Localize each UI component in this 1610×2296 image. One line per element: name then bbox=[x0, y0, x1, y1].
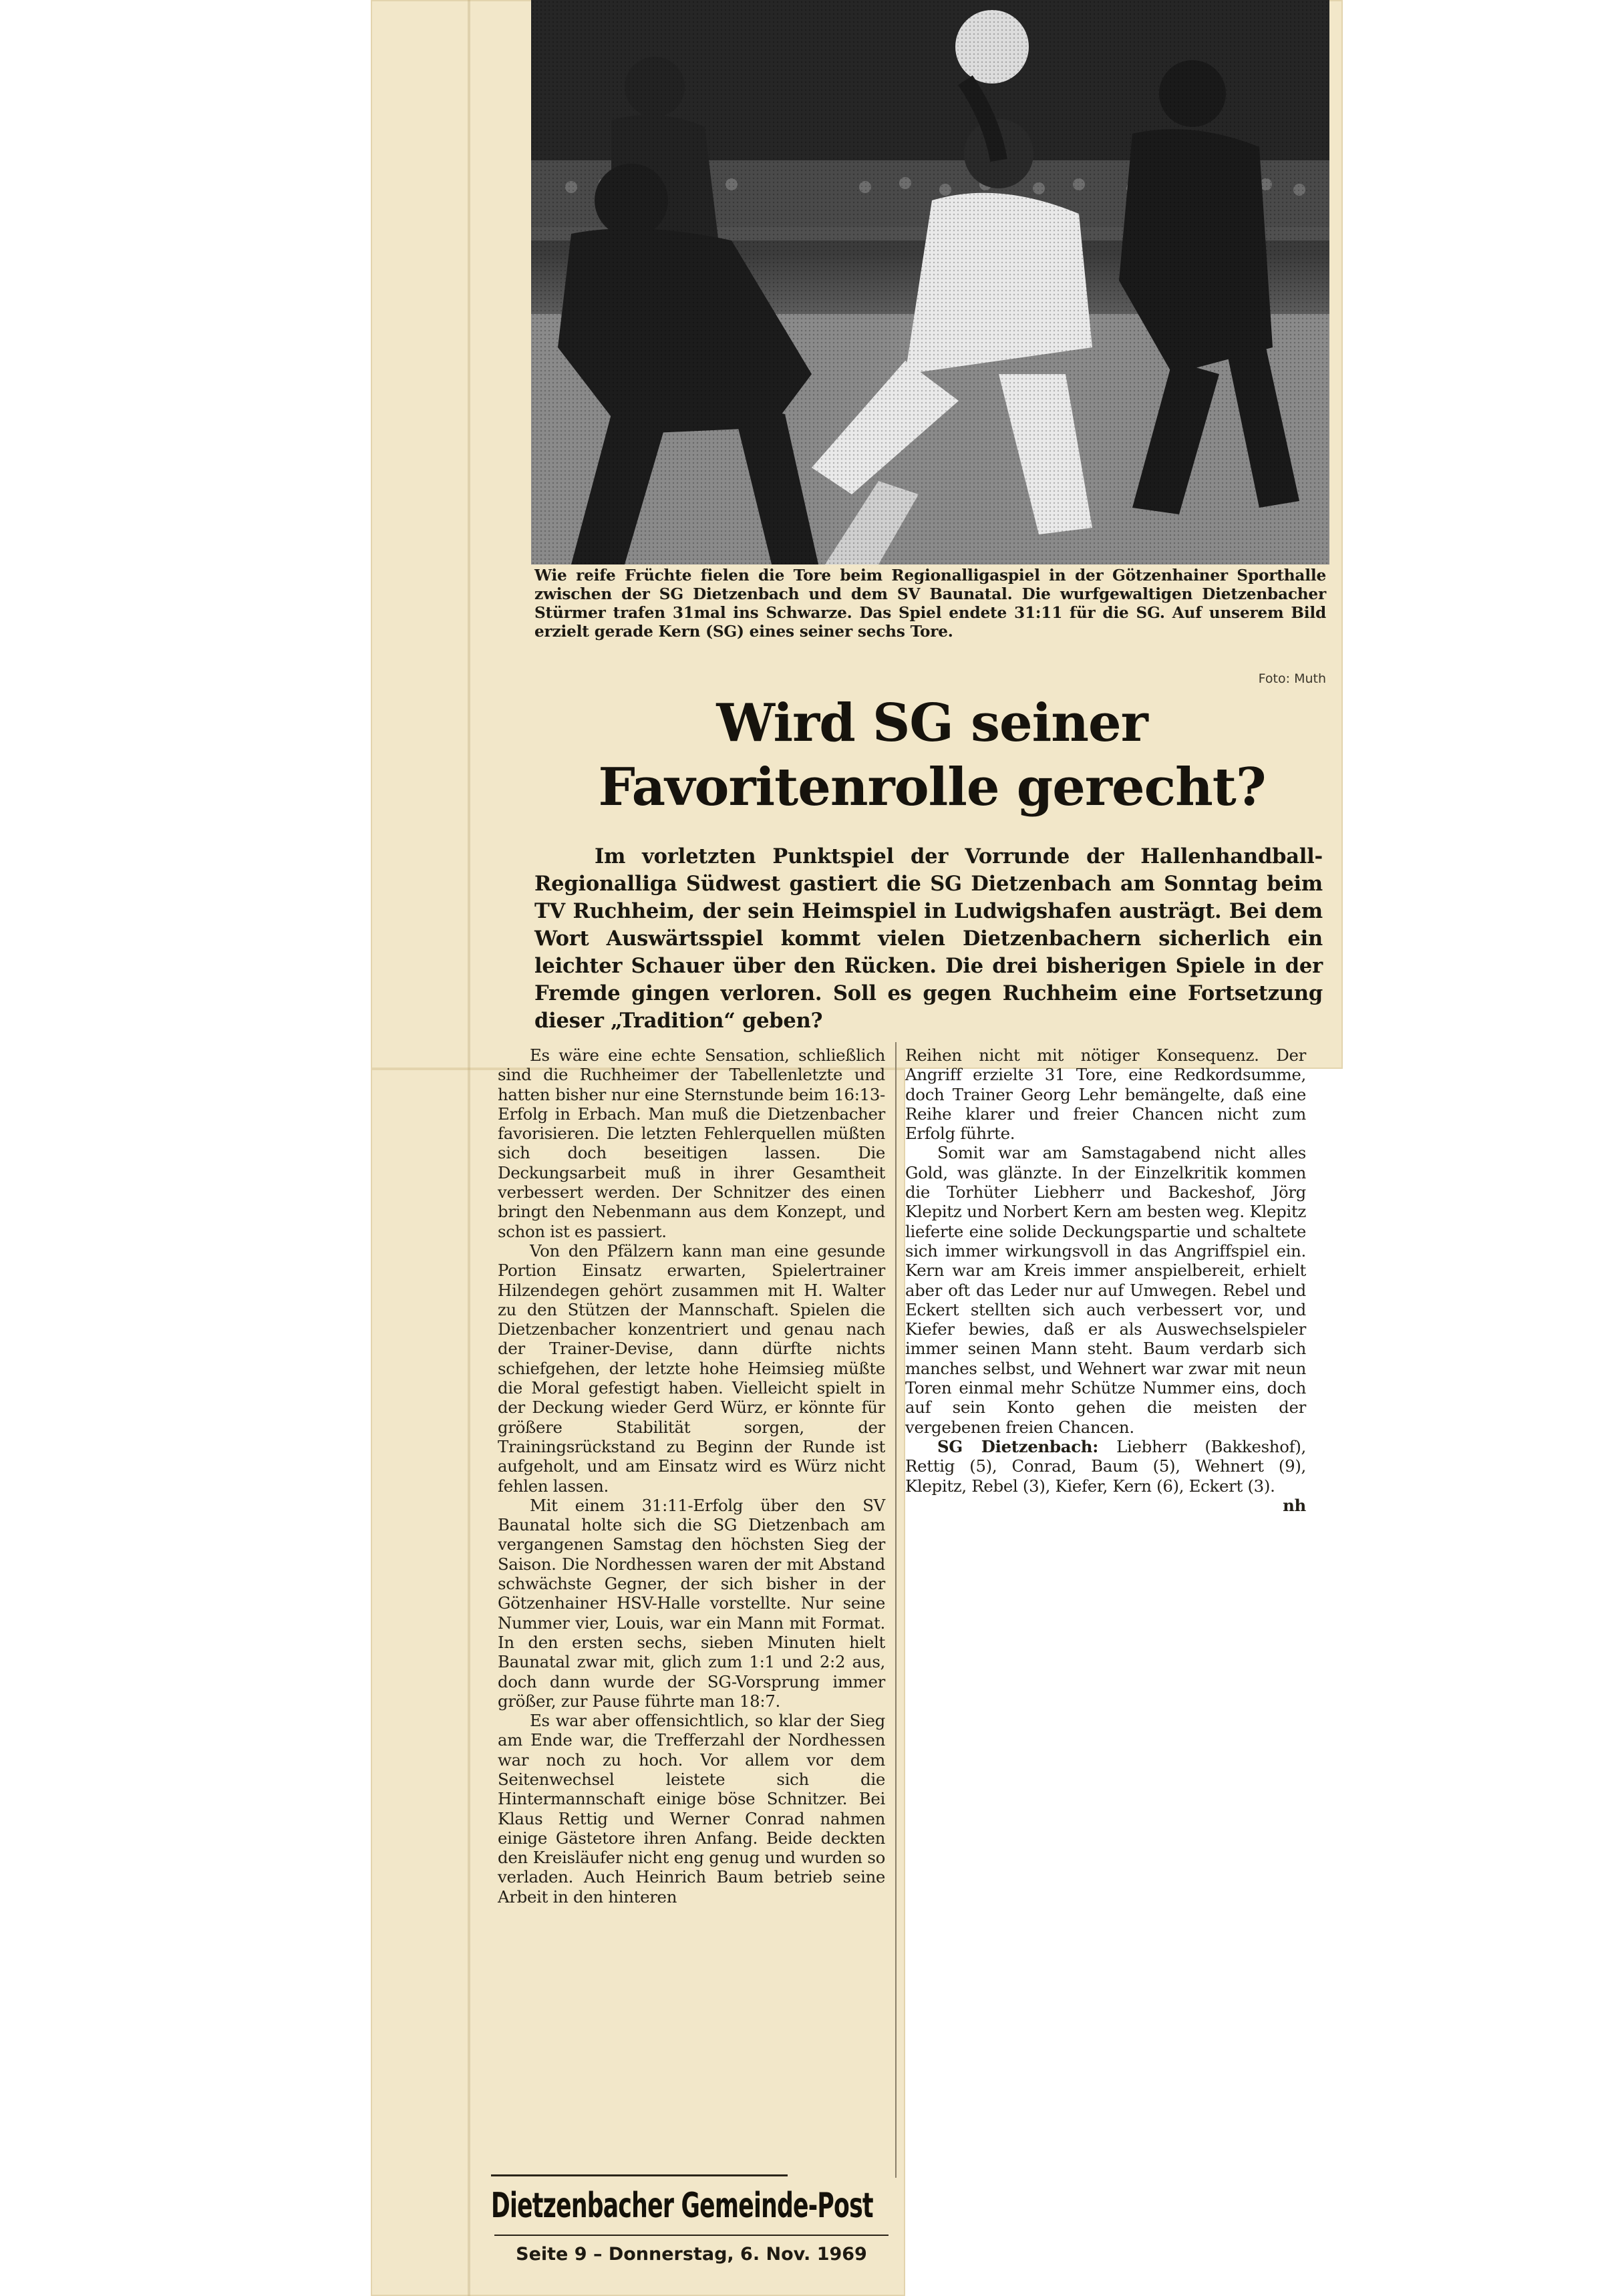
paragraph: Es wäre eine echte Sensation, schließlich sind die Ruchheimer der Tabellenletzte und hatten bisher nur eine Sternstunde beim 16:13-Erfolg in Erbach. Man muß die Dietzenbacher favorisieren. Die letzten Fehlerquellen müßten sich doch beseitigen lassen. Die Deckungsarbeit muß in ihrer Gesamtheit verbessert werden. Der Schnitzer des einen bringt den Nebenmann aus dem Konzept, und schon ist es passiert. bbox=[498, 1045, 885, 1241]
lineup-label: SG Dietzenbach: bbox=[937, 1436, 1098, 1456]
lineup-text: Liebherr (Bakkeshof), Rettig (5), Conrad, Baum (5), Wehnert (9), Klepitz, Rebel (3), Kiefer, Kern (6), Eckert (3). bbox=[905, 1436, 1306, 1496]
photo-credit: Foto: Muth bbox=[1258, 671, 1326, 686]
paper-fold-line bbox=[468, 0, 470, 2296]
headline-line-2: Favoritenrolle gerecht? bbox=[598, 757, 1266, 818]
team-lineup bbox=[905, 1436, 1306, 1515]
article-lead: Im vorletzten Punktspiel der Vorrunde der Hallenhandball-Regionalliga Südwest gastiert die SG Dietzenbach am Sonntag beim TV Ruchheim, der sein Heimspiel in Ludwigshafen austrägt. Bei dem Wort Auswärtsspiel kommt vielen Dietzenbachern sicherlich ein leichter Schauer über den Rücken. Die drei bisherigen Spiele in der Fremde gingen verloren. Soll es gegen Ruchheim eine Fortsetzung dieser „Tradition“ geben? bbox=[534, 844, 1323, 1033]
author-signature: nh bbox=[1283, 1495, 1306, 1515]
match-photo bbox=[531, 0, 1329, 564]
article-headline bbox=[541, 691, 1323, 820]
handball-match-photo-icon bbox=[531, 0, 1329, 564]
paragraph: Somit war am Samstagabend nicht alles Gold, was glänzte. In der Einzelkritik kommen die Torhüter Liebherr und Backeshof, Jörg Klepitz und Norbert Kern am besten weg. Klepitz lieferte eine solide Deckungspartie und schaltete sich immer wirkungsvoll in das Angriffspiel ein. Kern war am Kreis immer anspielbereit, erhielt aber oft das Leder nur auf Umwegen. Rebel und Eckert stellten sich auch verbessert vor, und Kiefer bewies, daß er als Auswechselspieler immer seinen Mann steht. Baum verdarb sich manches selbst, und Wehnert war zwar mit neun Toren einmal mehr Schütze Nummer eins, doch auf sein Konto gehen die meisten der vergebenen freien Chancen. bbox=[905, 1143, 1306, 1437]
photo-caption: Wie reife Früchte fielen die Tore beim Regionalligaspiel in der Götzenhainer Sporthalle zwischen der SG Dietzenbach und dem SV Baunatal. Die wurfgewaltigen Dietzenbacher Stürmer trafen 31mal ins Schwarze. Das Spiel endete 31:11 für die SG. Auf unserem Bild erzielt gerade Kern (SG) eines seiner sechs Tore. bbox=[534, 566, 1326, 641]
paragraph: Es war aber offensichtlich, so klar der Sieg am Ende war, die Trefferzahl der Nordhessen war noch zu hoch. Vor allem vor dem Seitenwechsel leistete sich die Hintermannschaft einige böse Schnitzer. Bei Klaus Rettig und Werner Conrad nahmen einige Gästetore ihren Anfang. Beide deckten den Kreisläufer nicht eng genug und wurden so verladen. Auch Heinrich Baum betrieb seine Arbeit in den hinteren bbox=[498, 1711, 885, 1907]
article-left-column bbox=[498, 1045, 885, 1907]
paragraph: Reihen nicht mit nötiger Konsequenz. Der Angriff erzielte 31 Tore, eine Redkordsumme, doch Trainer Georg Lehr bemängelte, daß eine Reihe klarer und freier Chancen nicht zum Erfolg führte. bbox=[905, 1045, 1306, 1144]
issue-date-line: Seite 9 – Donnerstag, 6. Nov. 1969 bbox=[494, 2235, 889, 2268]
column-divider bbox=[895, 1042, 897, 2178]
headline-line-1: Wird SG seiner bbox=[716, 693, 1148, 754]
newspaper-masthead: Dietzenbacher Gemeinde-Post bbox=[491, 2174, 788, 2235]
paragraph: Mit einem 31:11-Erfolg über den SV Baunatal holte sich die SG Dietzenbach am vergangenen Samstag den höchsten Sieg der Saison. Die Nordhessen waren der mit Abstand schwächste Gegner, der sich bisher in der Götzenhainer HSV-Halle vorstellte. Nur seine Nummer vier, Louis, war ein Mann mit Format. In den ersten sechs, sieben Minuten hielt Baunatal zwar mit, glich zum 1:1 und 2:2 aus, doch dann wurde der SG-Vorsprung immer größer, zur Pause führte man 18:7. bbox=[498, 1495, 885, 1711]
article-right-column bbox=[905, 1045, 1306, 1515]
paragraph: Von den Pfälzern kann man eine gesunde Portion Einsatz erwarten, Spielertrainer Hilzendegen gehört zusammen mit H. Walter zu den Stützen der Mannschaft. Spielen die Dietzenbacher konzentriert und genau nach der Trainer-Devise, dann dürfte nichts schiefgehen, der letzte hohe Heimsieg müßte die Moral gefestigt haben. Vielleicht spielt in der Deckung wieder Gerd Würz, er könnte für größere Stabilität sorgen, der Trainingsrückstand zu Beginn der Runde ist aufgeholt, und am Einsatz wird es Würz nicht fehlen lassen. bbox=[498, 1241, 885, 1496]
